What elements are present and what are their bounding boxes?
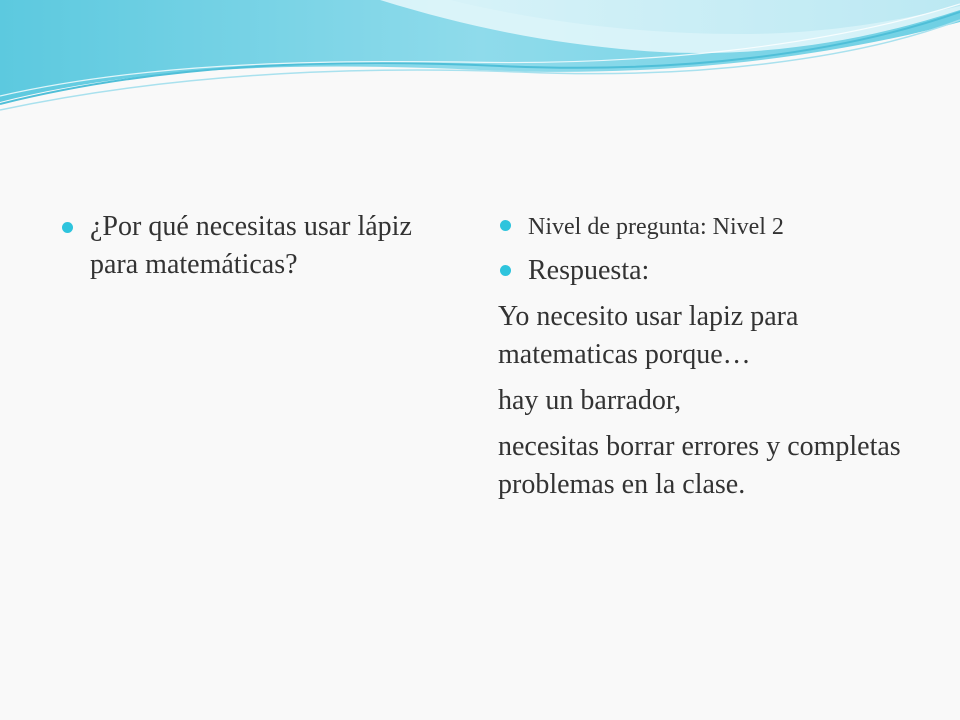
response-bullet xyxy=(498,252,918,290)
response-paragraph: Yo necesito usar lapiz para matematicas porque… xyxy=(498,301,799,370)
response-paragraph: hay un barrador, xyxy=(498,385,682,416)
header-wave-decoration xyxy=(0,0,960,120)
left-column xyxy=(60,208,460,284)
question-text: ¿Por qué necesitas usar lápiz para matemáticas? xyxy=(90,211,412,280)
response-paragraph: necesitas borrar errores y completas problemas en la clase. xyxy=(498,431,901,500)
bullet-icon xyxy=(500,265,511,276)
level-bullet xyxy=(498,208,918,246)
right-column xyxy=(498,208,918,504)
bullet-icon xyxy=(500,220,511,231)
bullet-icon xyxy=(62,222,73,233)
level-text: Nivel de pregunta: Nivel 2 xyxy=(528,214,784,240)
question-bullet xyxy=(60,208,460,284)
response-label: Respuesta: xyxy=(528,255,650,286)
